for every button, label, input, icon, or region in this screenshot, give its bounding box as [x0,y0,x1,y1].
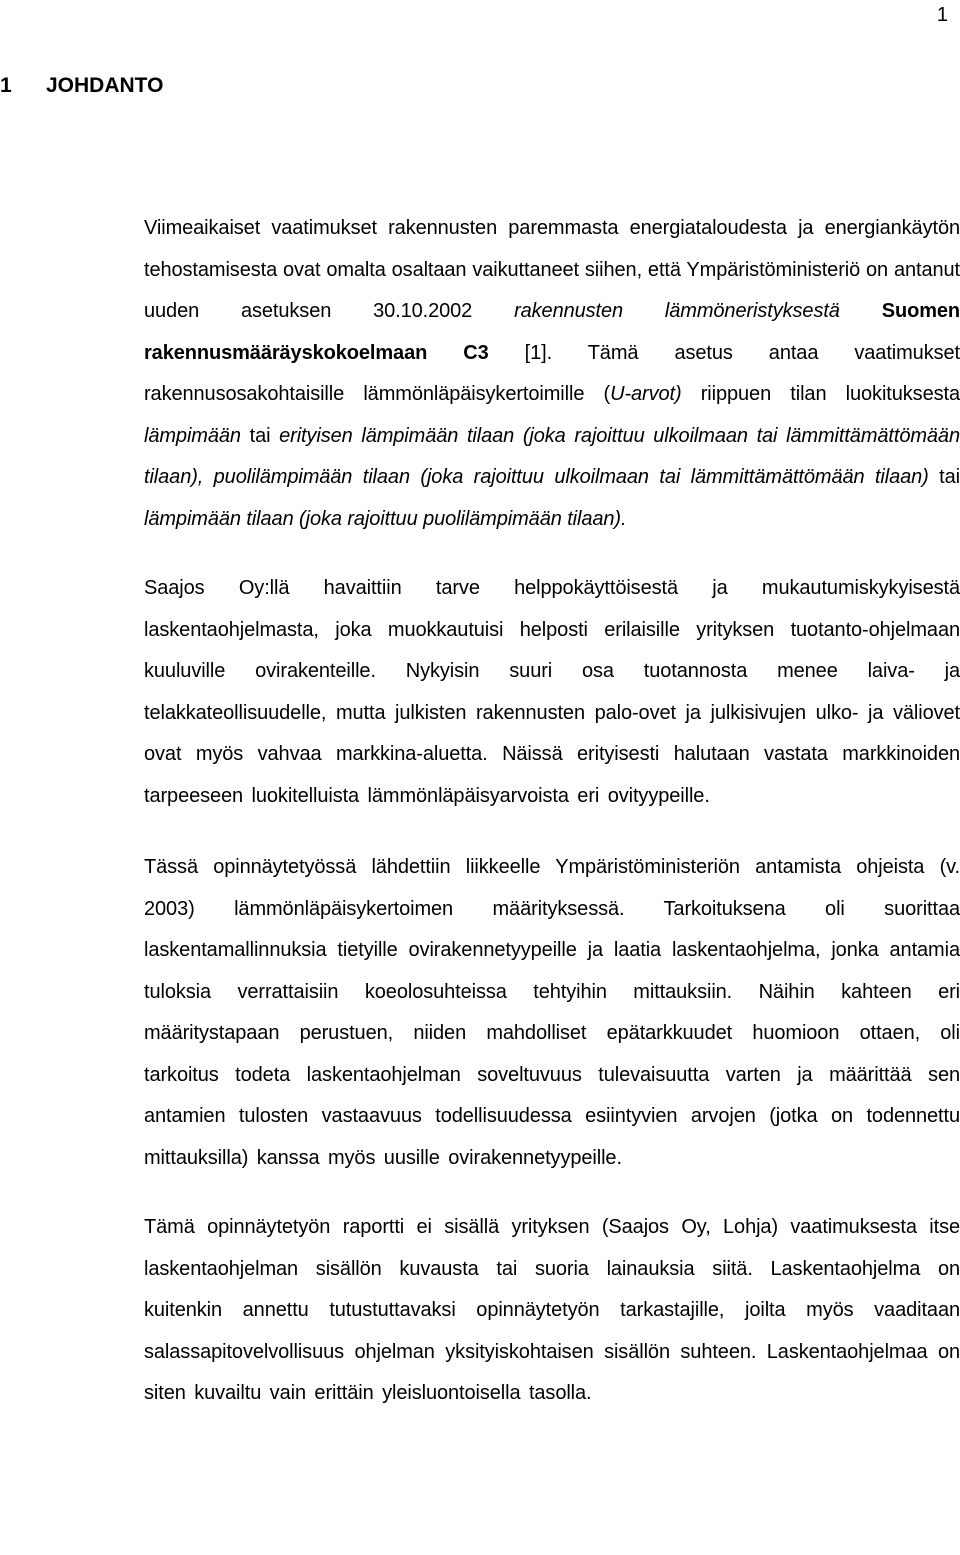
p1-italic-uvalues: U-arvot) [610,383,682,405]
p1-italic-regulation: rakennusten lämmöneristyksestä [514,300,840,322]
p1-italic-special: erityisen lämpimään tilaan (joka rajoittuu ulkoilmaan tai lämmittämättömään tilaan), puolilämpimään tilaan (joka rajoittuu ulkoilmaan tai lämmittämättömään tilaan) [144,424,960,488]
p1-text-f: riippuen tilan luokituksesta [681,383,960,405]
chapter-number: 1 [0,74,12,97]
p1-text-d: [1]. Tämä asetus antaa vaatimukset rakennusosakohtaisille lämmönläpäisykertoimille ( [144,341,960,405]
p1-text-h: tai [240,424,280,447]
paragraph-need: Saajos Oy:llä havaittiin tarve helppokäyttöisestä ja mukautumiskykyisestä laskentaohjelmasta, joka muokkautuisi helposti erilaisille yrityksen tuotanto-ohjelmaan kuuluville ovirakenteille. Nykyisin suuri osa tuotannosta menee laiva- ja telakkateollisuudelle, mutta julkisten rakennusten palo-ovet ja julkisivujen ulko- ja väliovet ovat myös vahvaa markkina-aluetta. Näissä erityisesti halutaan vastata markkinoiden tarpeeseen luokitelluista lämmönläpäisyarvoista eri ovityypeille. [144,577,960,807]
paragraph-thesis-goal: Tässä opinnäytetyössä lähdettiin liikkeelle Ympäristöministeriön antamista ohjeista (v. 2003) lämmönläpäisykertoimen määrityksessä. Tarkoituksena oli suorittaa laskentamallinnuksia tietyille ovirakennetyypeille ja laatia laskentaohjelma, jonka antamia tuloksia verrattaisiin koeolosuhteissa tehtyihin mittauksiin. Näihin kahteen eri määritystapaan perustuen, niiden mahdolliset epätarkkuudet huomioon ottaen, oli tarkoitus todeta laskentaohjelman soveltuvuus tulevaisuutta varten ja määrittää sen antamien tulosten vastaavuus todellisuudessa esiintyvien arvojen (jotka on todennettu mittauksilla) kanssa myös uusille ovirakennetyypeille. [144,856,960,1169]
p1-text-j: tai [928,466,960,488]
p1-italic-warm: lämpimään [144,424,241,447]
p1-italic-warm-space: lämpimään tilaan (joka rajoittuu puolilämpimään tilaan). [144,507,627,530]
body-text [144,208,960,1443]
chapter-heading [0,74,163,98]
paragraph-intro [144,208,960,540]
p1-text-a: Viimeaikaiset vaatimukset rakennusten paremmasta energiataloudesta ja energiankäytön tehostamisesta ovat omalta osaltaan vaikuttaneet siihen, että Ympäristöministeriö on antanut uuden asetuksen 30.10.2002 [144,217,960,322]
p1-bold-collection: Suomen rakennusmääräyskokoelmaan C3 [144,300,960,364]
page-number: 1 [936,4,948,26]
chapter-title: JOHDANTO [46,74,164,97]
paragraph-confidentiality: Tämä opinnäytetyön raportti ei sisällä yrityksen (Saajos Oy, Lohja) vaatimuksesta itse laskentaohjelman sisällön kuvausta tai suoria lainauksia siitä. Laskentaohjelma on kuitenkin annettu tutustuttavaksi opinnäytetyön tarkastajille, joilta myös vaaditaan salassapitovelvollisuus ohjelman yksityiskohtaisen sisällön suhteen. Laskentaohjelmaa on siten kuvailtu vain erittäin yleisluontoisella tasolla. [144,1216,960,1404]
